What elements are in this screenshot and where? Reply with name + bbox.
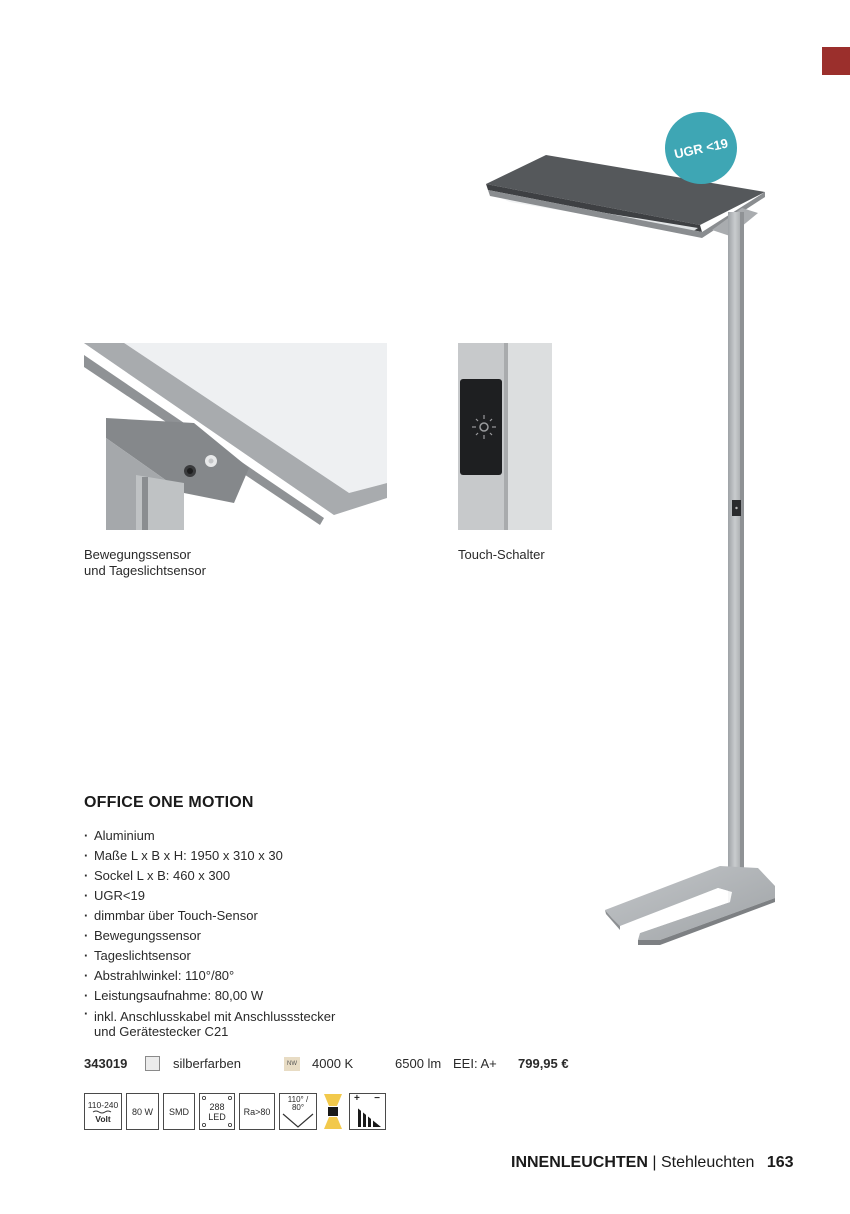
feature-item: · Maße L x B x H: 1950 x 310 x 30 xyxy=(84,846,384,866)
product-title: OFFICE ONE MOTION xyxy=(84,794,254,811)
ugr-badge-label: UGR <19 xyxy=(672,134,730,162)
led-label: LED xyxy=(208,1111,226,1122)
footer-section: INNENLEUCHTEN xyxy=(511,1154,648,1171)
dimmable-icon xyxy=(349,1093,386,1130)
beam-angle-secondary: 80° xyxy=(291,1103,305,1112)
page-number: 163 xyxy=(766,1154,794,1171)
sensor-photo-caption xyxy=(84,547,304,579)
page-footer xyxy=(511,1154,794,1172)
order-row xyxy=(84,1056,584,1074)
feature-item: · dimmbar über Touch-Sensor xyxy=(84,906,384,926)
feature-item: · Aluminium xyxy=(84,826,384,846)
feature-item-line2: und Gerätestecker C21 xyxy=(94,1024,229,1039)
smd-label: SMD xyxy=(169,1106,189,1117)
sensor-caption-line2: und Tageslichtsensor xyxy=(84,563,206,578)
feature-item-line1: inkl. Anschlusskabel mit Anschlussstecker xyxy=(94,1009,336,1024)
sensor-detail-photo xyxy=(84,343,387,530)
neutral-white-badge: NW xyxy=(284,1057,300,1071)
color-temperature: 4000 K xyxy=(312,1056,354,1071)
feature-item: · UGR<19 xyxy=(84,886,384,906)
touch-photo-caption: Touch-Schalter xyxy=(458,547,545,562)
color-rendering-icon xyxy=(239,1093,275,1130)
beam-angle-primary: 110° / xyxy=(287,1095,309,1104)
smd-icon xyxy=(163,1093,195,1130)
color-rendering-label: Ra>80 xyxy=(243,1106,271,1117)
feature-item: · Leistungsaufnahme: 80,00 W xyxy=(84,986,384,1006)
feature-item: · Sockel L x B: 460 x 300 xyxy=(84,866,384,886)
voltage-unit: Volt xyxy=(95,1113,111,1124)
section-color-tab xyxy=(822,47,850,75)
footer-separator: | xyxy=(652,1154,657,1171)
wattage-label: 80 W xyxy=(131,1106,153,1117)
dim-plus-sign: + xyxy=(354,1093,360,1104)
beam-angle-icon xyxy=(279,1093,317,1130)
energy-efficiency: EEI: A+ xyxy=(453,1056,497,1071)
voltage-range: 110-240 xyxy=(87,1099,119,1110)
sensor-caption-line1: Bewegungssensor xyxy=(84,547,191,562)
luminous-flux: 6500 lm xyxy=(395,1056,442,1071)
dim-minus-sign: − xyxy=(374,1093,380,1104)
feature-item: · Bewegungssensor xyxy=(84,926,384,946)
wattage-icon xyxy=(126,1093,159,1130)
finish-label: silberfarben xyxy=(173,1056,241,1071)
voltage-icon xyxy=(84,1093,122,1130)
touch-switch-photo xyxy=(458,343,552,530)
spec-icon-row xyxy=(84,1093,386,1131)
finish-swatch xyxy=(145,1056,160,1071)
footer-subsection: Stehleuchten xyxy=(660,1154,755,1171)
feature-list xyxy=(84,826,384,1039)
article-number: 343019 xyxy=(84,1056,128,1071)
feature-item xyxy=(84,1006,384,1039)
led-count-icon xyxy=(199,1093,235,1130)
feature-item: · Tageslichtsensor xyxy=(84,946,384,966)
up-down-light-icon xyxy=(321,1093,345,1130)
led-count: 288 xyxy=(209,1101,225,1112)
feature-item: · Abstrahlwinkel: 110°/80° xyxy=(84,966,384,986)
price: 799,95 € xyxy=(518,1056,569,1071)
